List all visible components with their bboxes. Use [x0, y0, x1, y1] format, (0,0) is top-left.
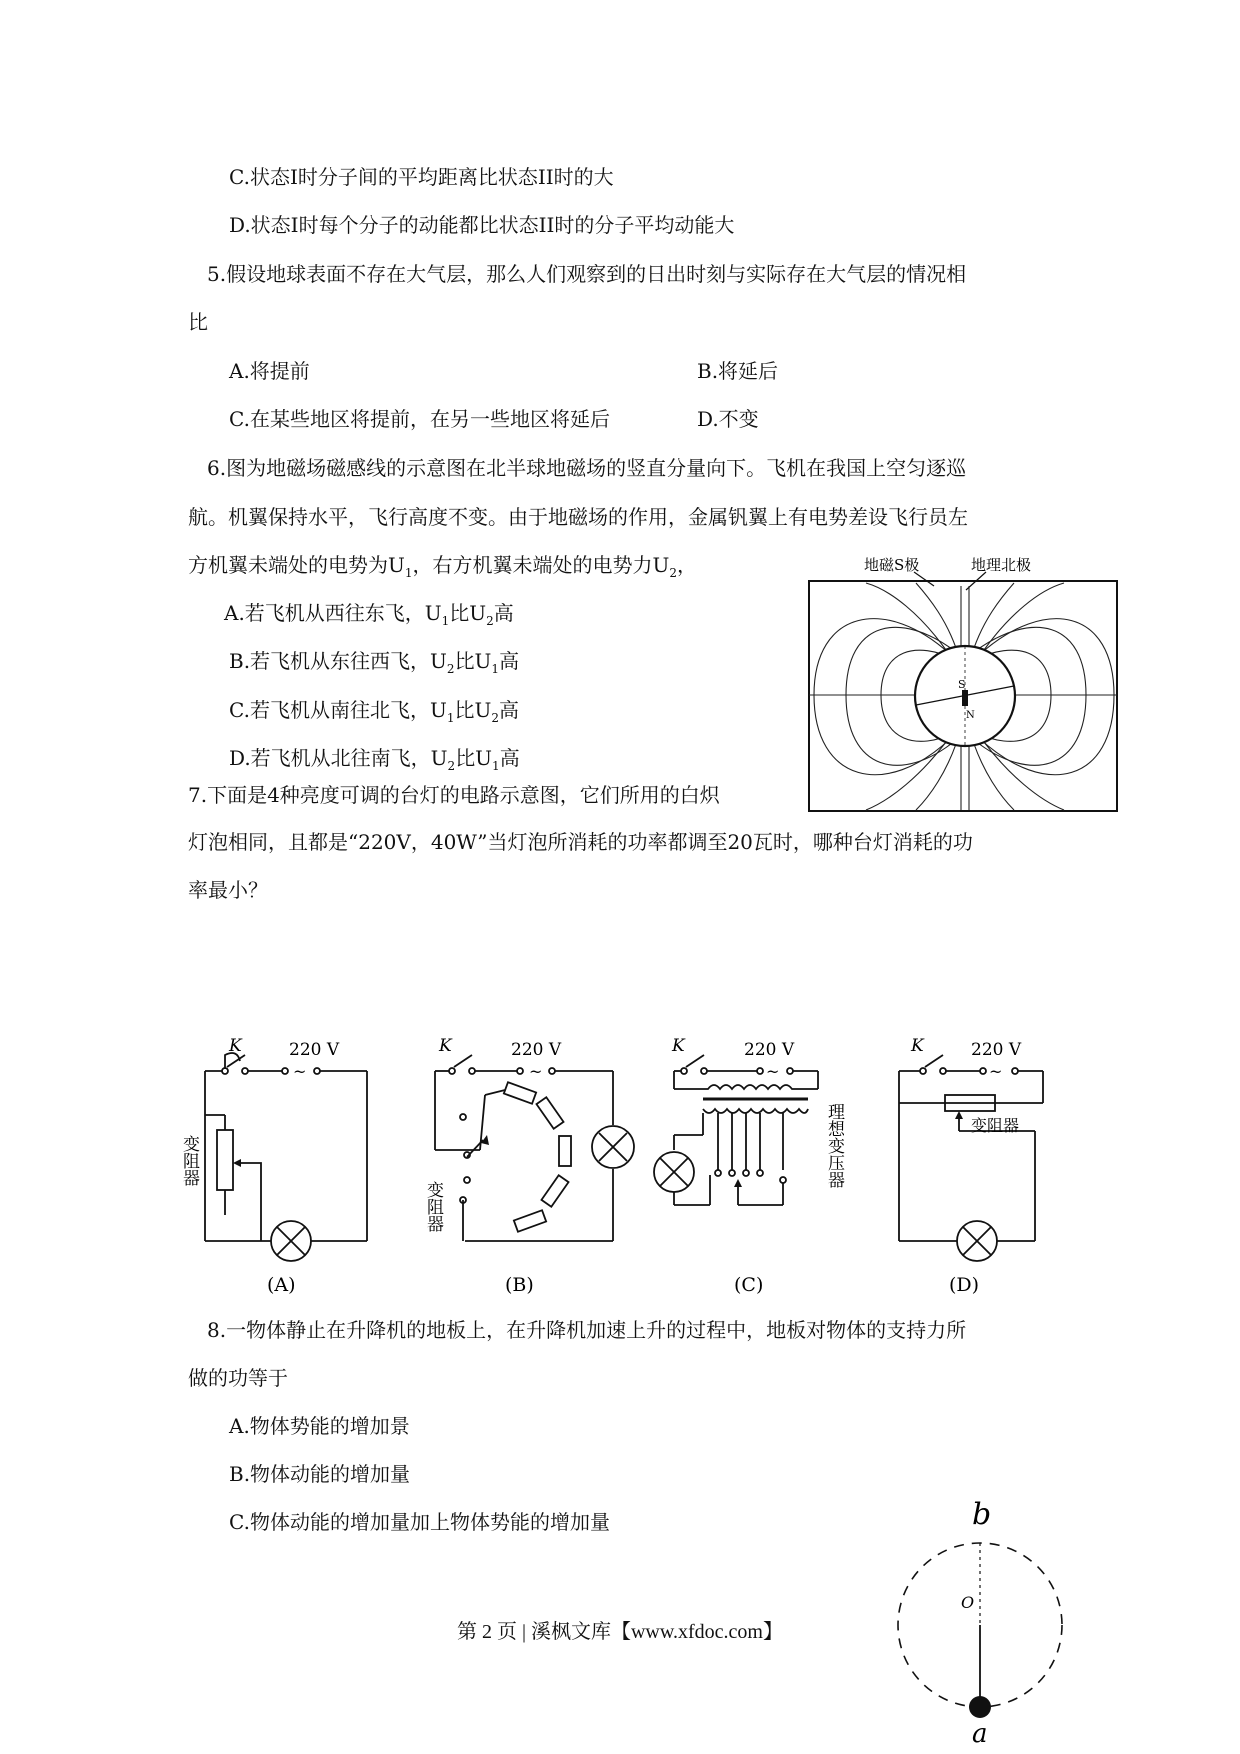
circuit-c-switch-label: K [672, 1036, 685, 1056]
q7-stem-line-1: 7.下面是4种亮度可调的台灯的电路示意图，它们所用的白炽 [188, 783, 720, 807]
page-footer: 第 2 页 | 溪枫文库【www.xfdoc.com】 [456, 1621, 783, 1643]
circuit-a-rheostat-label: 变阻器 [179, 1135, 199, 1186]
q6-stem-line-2: 航。机翼保持水平，飞行高度不变。由于地磁场的作用，金属钒翼上有电势差设飞行员左 [188, 505, 968, 529]
label-pole-s: S [958, 678, 966, 691]
q8-stem-line-2: 做的功等于 [188, 1366, 288, 1390]
circuit-c [648, 1035, 858, 1297]
circuit-a-ac-symbol: ~ [293, 1062, 307, 1081]
circuit-b [425, 1035, 630, 1297]
q6-option-b: B.若飞机从东往西飞，$U_2$比$U_1$高 [229, 649, 520, 676]
q7-stem-line-2: 灯泡相同，且都是“220V，40W”当灯泡所消耗的功率都调至20瓦时，哪种台灯消耗的功 [188, 830, 973, 854]
label-b: b [972, 1497, 992, 1532]
circuit-d-label: (D) [949, 1274, 980, 1296]
circuit-b-switch-label: K [439, 1036, 452, 1056]
q6-stem-line-1: 6.图为地磁场磁感线的示意图在北半球地磁场的竖直分量向下。飞机在我国上空匀逐巡 [207, 456, 967, 480]
circuit-a-switch-label: K [229, 1036, 242, 1056]
label-geomagnetic-s-pole: 地磁S极 [864, 556, 920, 574]
q6-option-a: A.若飞机从西往东飞，$U_1$比$U_2$高 [224, 601, 514, 628]
geomagnetic-field-figure [806, 550, 1121, 815]
circuit-d-rheostat-label: 变阻器 [971, 1116, 1020, 1135]
label-o: O [961, 1593, 975, 1612]
circuit-a [179, 1035, 385, 1297]
circuit-a-label: (A) [267, 1274, 296, 1296]
q5-stem-line-1: 5.假设地球表面不存在大气层，那么人们观察到的日出时刻与实际存在大气层的情况相 [207, 262, 967, 286]
q5-option-c: C.在某些地区将提前，在另一些地区将延后 [229, 407, 610, 431]
circuit-d-ac-symbol: ~ [989, 1062, 1003, 1081]
q8-option-a: A.物体势能的增加景 [229, 1414, 410, 1438]
q5-option-d: D.不变 [697, 407, 759, 431]
circuit-d [885, 1035, 1065, 1297]
circuit-a-voltage-label: 220 V [289, 1040, 340, 1060]
circuit-c-voltage-label: 220 V [744, 1040, 795, 1060]
q6-stem-line-3: 方机翼未端处的电势为$U_1$，右方机翼未端处的电势力$U_2$， [188, 553, 697, 580]
circuit-c-transformer-label: 理想变压器 [824, 1103, 844, 1188]
label-pole-n: N [966, 710, 975, 721]
circuit-c-label: (C) [734, 1274, 764, 1296]
q4-option-c: C.状态I时分子间的平均距离比状态II时的大 [229, 165, 614, 189]
circuit-b-voltage-label: 220 V [511, 1040, 562, 1060]
label-geographic-north-pole: 地理北极 [971, 556, 1032, 574]
q6-option-c: C.若飞机从南往北飞，$U_1$比$U_2$高 [229, 698, 519, 725]
q4-option-d: D.状态I时每个分子的动能都比状态II时的分子平均动能大 [229, 213, 735, 237]
circuit-d-voltage-label: 220 V [971, 1040, 1022, 1060]
circuit-b-label: (B) [505, 1274, 534, 1296]
q8-option-b: B.物体动能的增加量 [229, 1462, 411, 1486]
q7-stem-line-3: 率最小？ [188, 878, 268, 902]
q5-option-a: A.将提前 [229, 359, 310, 383]
q5-option-b: B.将延后 [697, 359, 779, 383]
circuit-b-rheostat-label: 变阻器 [423, 1181, 443, 1232]
circuit-c-ac-symbol: ~ [766, 1062, 780, 1081]
q6-option-d: D.若飞机从北往南飞，$U_2$比$U_1$高 [229, 746, 520, 773]
label-a: a [972, 1719, 988, 1749]
circuit-b-ac-symbol: ~ [529, 1062, 543, 1081]
q8-option-c: C.物体动能的增加量加上物体势能的增加量 [229, 1510, 610, 1534]
q8-stem-line-1: 8.一物体静止在升降机的地板上，在升降机加速上升的过程中，地板对物体的支持力所 [207, 1318, 967, 1342]
circuit-d-switch-label: K [911, 1036, 924, 1056]
q5-stem-line-2: 比 [188, 310, 208, 334]
